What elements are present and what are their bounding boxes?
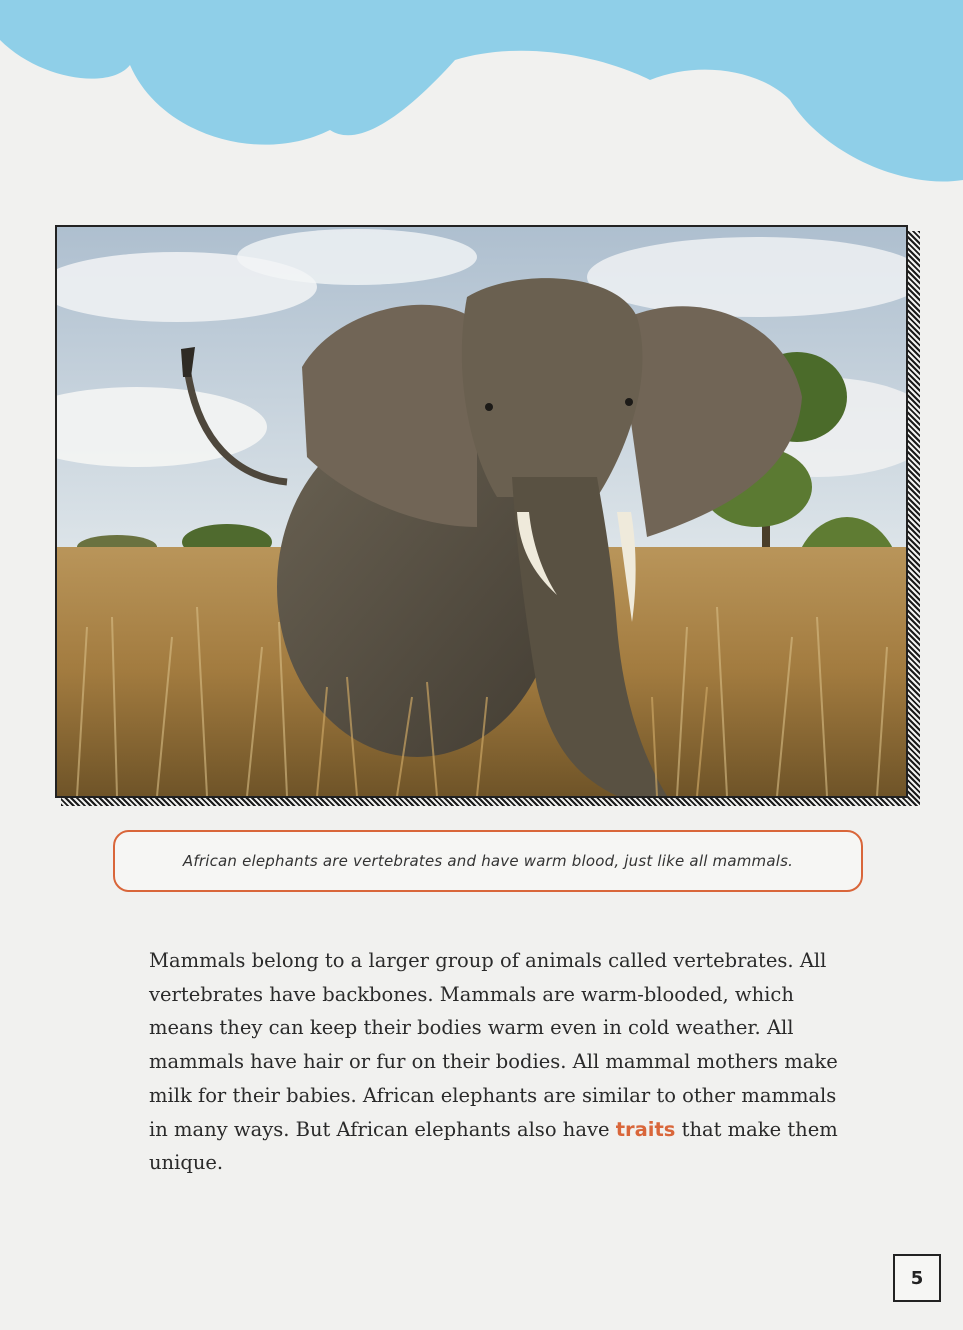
glossary-term-traits[interactable]: traits xyxy=(615,1117,676,1141)
body-text-part-2: that make them unique. xyxy=(149,1117,838,1175)
page-number: 5 xyxy=(893,1254,941,1302)
body-text-part-1: Mammals belong to a larger group of animals called vertebrates. All vertebrates have backbones. Mammals are warm-blooded, which means they can keep their bodies warm even in cold weather. All mammals have hair or fur on their bodies. All mammal mothers make milk for their babies. African elephants are similar to other mammals in many ways. But African elephants also have xyxy=(149,949,838,1141)
body-paragraph xyxy=(149,944,839,1180)
photo-caption xyxy=(113,830,863,892)
caption-text: African elephants are vertebrates and have warm blood, just like all mammals. xyxy=(182,852,794,870)
elephant-photo xyxy=(55,225,908,798)
sky-banner xyxy=(0,0,963,200)
